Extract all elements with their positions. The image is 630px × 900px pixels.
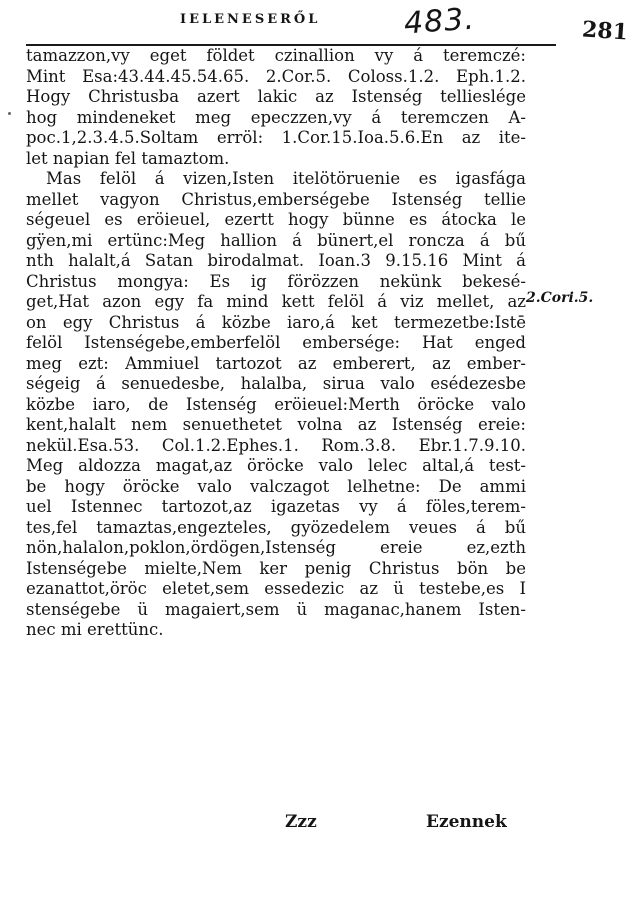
text-line: get,Hat azon egy fa mind kett felöl á viz mellet, az [26, 292, 526, 311]
text-line: gÿen,mi ertünc:Meg hallion á bünert,el roncza á bű [26, 230, 526, 250]
text-line: on egy Christus á közbe iaro,á ket termezetbe:Istē [26, 312, 526, 332]
text-line: tes,fel tamaztas,engezteles, gyözedelem veues á bű [26, 517, 526, 537]
text-line: Mint Esa:43.44.45.54.65. 2.Cor.5. Coloss.1.2. Eph.1.2. [26, 66, 526, 86]
signature-mark: Zzz [285, 812, 317, 832]
running-title: IELENESERŐL [180, 12, 321, 27]
text-line: nekül.Esa.53. Col.1.2.Ephes.1. Rom.3.8. Ebr.1.7.9.10. [26, 435, 526, 455]
text-line: mellet vagyon Christus,emberségebe Istenség tellie [26, 189, 526, 209]
text-line: uel Istennec tartozot,az igazetas vy á föles,terem- [26, 497, 526, 516]
text-line: nön,halalon,poklon,ördögen,Istenség ereie ez,ezth [26, 538, 526, 557]
corner-page-number: 281 [581, 16, 629, 46]
text-line: ségeuel es eröieuel, ezertt hogy bünne es átocka le [26, 210, 526, 229]
text-line: ezanattot,öröc eletet,sem essedezic az ü testebe,es I [26, 579, 526, 598]
text-line: Hogy Christusba azert lakic az Istenség tellieslége [26, 87, 526, 106]
catchword: Ezennek [426, 812, 507, 832]
handwritten-page-number: 483. [402, 1, 476, 42]
text-line: Christus mongya: Es ig förözzen nekünk bekesé- [26, 271, 526, 291]
text-line: kent,halalt nem senuethetet volna az Istenség ereie: [26, 415, 526, 434]
text-line: be hogy öröcke valo valczagot lelhetne: De ammi [26, 476, 526, 496]
text-line: poc.1,2.3.4.5.Soltam erröl: 1.Cor.15.Ioa.5.6.En az ite- [26, 128, 526, 147]
text-line: Mas felöl á vizen,Isten itelötöruenie es igasfága [46, 169, 526, 188]
text-line: let napian fel tamaztom. [26, 148, 230, 168]
text-line: Istenségebe mielte,Nem ker penig Christus bön be [26, 558, 526, 578]
text-line: tamazzon,vy eget földet czinallion vy á teremczé: [26, 46, 526, 65]
text-line: nth halalt,á Satan birodalmat. Ioan.3 9.15.16 Mint á [26, 251, 526, 270]
text-line: stenségebe ü magaiert,sem ü maganac,hanem Isten- [26, 599, 526, 619]
text-line: hog mindeneket meg epeczzen,vy á teremczen A- [26, 107, 526, 127]
body-text [26, 46, 526, 641]
ink-speck [8, 112, 11, 115]
text-line: közbe iaro, de Istenség eröieuel:Merth öröcke valo [26, 394, 526, 414]
text-line: Meg aldozza magat,az öröcke valo lelec altal,á test- [26, 456, 526, 475]
text-line: felöl Istenségebe,emberfelöl embersége: Hat enged [26, 333, 526, 352]
text-line: meg ezt: Ammiuel tartozot az emberert, az ember- [26, 353, 526, 373]
text-line: nec mi erettünc. [26, 620, 164, 639]
margin-reference-note: 2.Cori.5. [526, 290, 594, 306]
text-line: ségeig á senuedesbe, halalba, sirua valo esédezesbe [26, 374, 526, 393]
